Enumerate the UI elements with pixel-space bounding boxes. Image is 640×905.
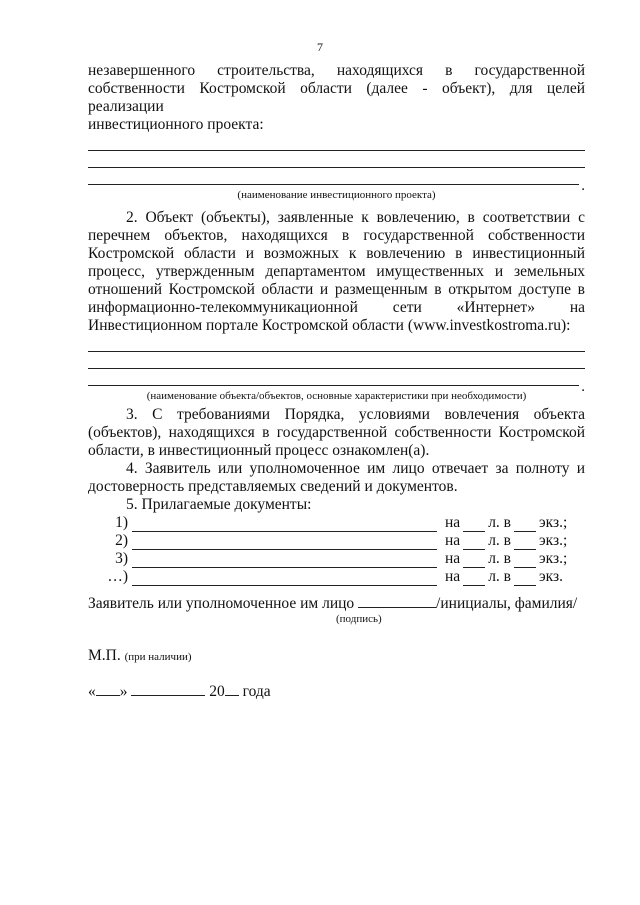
day-field[interactable] — [96, 681, 120, 696]
intro-line-1: незавершенного строительства, находящихся в государственной — [88, 62, 585, 79]
month-field[interactable] — [131, 681, 205, 696]
signature-suffix: /инициалы, фамилия/ — [436, 595, 578, 612]
pages-field[interactable] — [463, 537, 485, 550]
document-row: …) на л. в экз. — [88, 568, 585, 586]
page-number: 7 — [317, 40, 323, 54]
blank-line — [88, 384, 579, 386]
year-field[interactable] — [225, 681, 239, 696]
row-number: 3) — [115, 550, 128, 567]
document-row: 2) на л. в экз.; — [88, 532, 585, 550]
date-row: « » 20 года — [88, 683, 271, 700]
item2-line-1: 2. Объект (объекты), заявленные к вовлечению, в соответствии с — [126, 209, 585, 226]
pages-field[interactable] — [463, 573, 485, 586]
copies-field[interactable] — [514, 519, 536, 532]
stamp-place — [88, 647, 192, 665]
row-number: 2) — [115, 532, 128, 549]
copies-field[interactable] — [514, 537, 536, 550]
item2-line-7: Инвестиционном портале Костромской области (www.investkostroma.ru): — [88, 317, 571, 334]
intro-line-3: инвестиционного проекта: — [88, 116, 264, 133]
object-name-field[interactable]: . — [88, 350, 585, 386]
signature-field[interactable] — [358, 593, 436, 608]
pages-field[interactable] — [463, 555, 485, 568]
project-name-field[interactable]: . — [88, 149, 585, 185]
documents-list — [88, 514, 585, 586]
item4-line-1: 4. Заявитель или уполномоченное им лицо отвечает за полноту и — [126, 460, 585, 477]
blank-line — [88, 149, 585, 151]
row-number: 1) — [115, 514, 128, 531]
item2-line-6: информационно-телекоммуникационной сети «Интернет» на — [88, 299, 585, 316]
document-body — [88, 62, 585, 586]
item5-title: 5. Прилагаемые документы: — [126, 496, 312, 513]
signature-text: Заявитель или уполномоченное им лицо — [88, 595, 355, 612]
intro-line-2: собственности Костромской области (далее - объект), для целей реализации — [88, 80, 585, 115]
document-name-field[interactable] — [132, 571, 437, 586]
row-number: …) — [107, 568, 128, 585]
blank-line — [88, 367, 585, 369]
item3-line-3: области, в инвестиционный процесс ознакомлен(а). — [88, 442, 430, 459]
copies-field[interactable] — [514, 573, 536, 586]
item2-line-2: перечнем объектов, находящихся в государственной собственности — [88, 227, 585, 244]
item3-line-2: (объектов), находящихся в государственной собственности Костромской — [88, 424, 585, 441]
document-row: 3) на л. в экз.; — [88, 550, 585, 568]
object-name-caption: (наименование объекта/объектов, основные характеристики при необходимости) — [146, 390, 527, 402]
copies-field[interactable] — [514, 555, 536, 568]
blank-line — [88, 350, 585, 352]
pages-field[interactable] — [463, 519, 485, 532]
item4-line-2: достоверность представляемых сведений и документов. — [88, 478, 458, 495]
document-name-field[interactable] — [132, 517, 437, 532]
blank-line — [88, 166, 585, 168]
stamp-note: (при наличии) — [124, 651, 192, 663]
document-name-field[interactable] — [132, 535, 437, 550]
item3-line-1: 3. С требованиями Порядка, условиями вовлечения объекта — [126, 406, 585, 423]
signature-row — [88, 593, 577, 613]
stamp-label: М.П. — [88, 647, 121, 664]
blank-line — [88, 183, 579, 185]
project-name-caption: (наименование инвестиционного проекта) — [237, 189, 436, 201]
document-name-field[interactable] — [132, 553, 437, 568]
signature-caption: (подпись) — [336, 613, 382, 625]
item2-line-4: процесс, утвержденным департаментом имущественных и земельных — [88, 263, 585, 280]
document-row: 1) на л. в экз.; — [88, 514, 585, 532]
item2-line-3: Костромской области и возможных к вовлечению в инвестиционный — [88, 245, 585, 262]
item2-line-5: отношений Костромской области и размещенным в открытом доступе в — [88, 281, 585, 298]
